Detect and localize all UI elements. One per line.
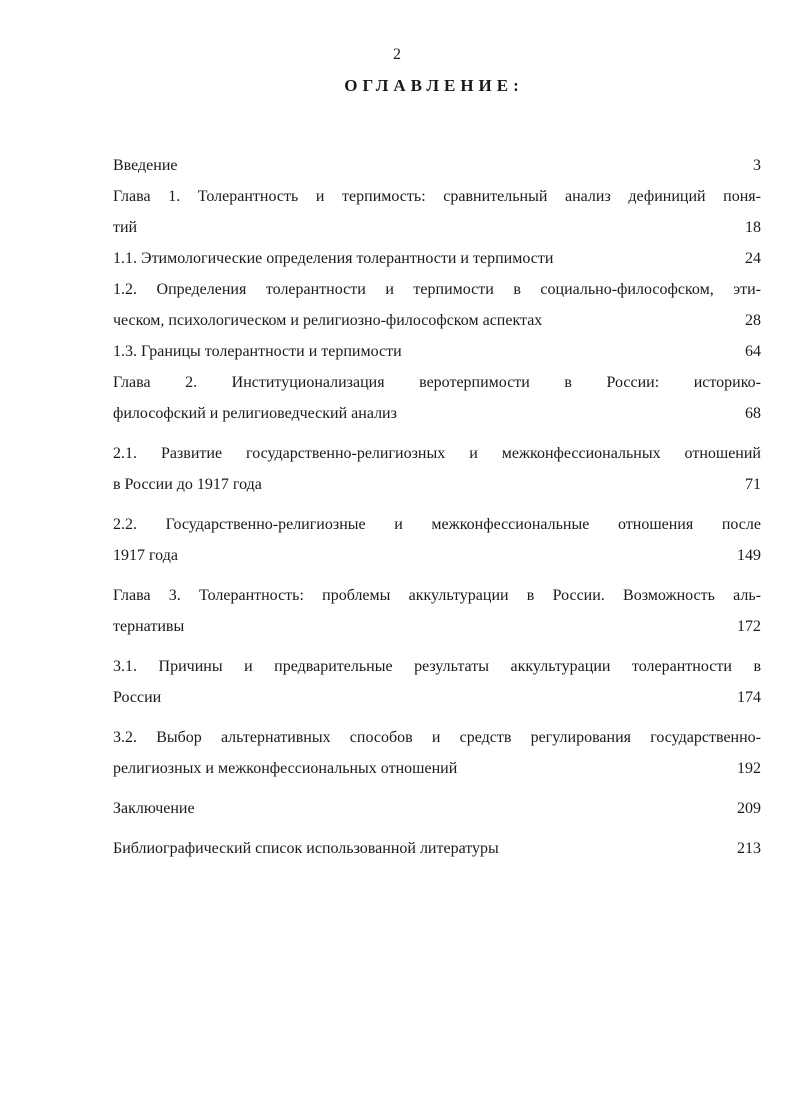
table-of-contents: [113, 150, 761, 864]
toc-entry-page: 172: [737, 618, 761, 635]
toc-entry-title: Введение: [113, 157, 178, 174]
toc-entry-title: Библиографический список использованной литературы: [113, 840, 499, 857]
toc-entry-3-1: [113, 651, 761, 713]
toc-entry-page: 71: [745, 476, 761, 493]
toc-entry-title-cont: 1917 года: [113, 547, 178, 564]
toc-entry-bibliography: [113, 833, 761, 864]
page-title: ОГЛАВЛЕНИЕ:: [344, 76, 524, 95]
toc-entry-page: 68: [745, 405, 761, 422]
toc-entry-intro: [113, 150, 761, 181]
toc-entry-page: 64: [745, 343, 761, 360]
toc-entry-2-1: [113, 438, 761, 500]
toc-entry-conclusion: [113, 793, 761, 824]
toc-entry-1-3: [113, 336, 761, 367]
toc-entry-title: Глава 1. Толерантность и терпимость: сравнительный анализ дефиниций поня-: [113, 188, 761, 205]
toc-entry-title: 2.2. Государственно-религиозные и межконфессиональные отношения после: [113, 516, 761, 533]
toc-entry-page: 149: [737, 547, 761, 564]
toc-entry-title-cont: философский и религиоведческий анализ: [113, 405, 397, 422]
toc-entry-title-cont: в России до 1917 года: [113, 476, 262, 493]
toc-entry-page: 174: [737, 689, 761, 706]
toc-entry-title: 2.1. Развитие государственно-религиозных и межконфессиональных отношений: [113, 445, 761, 462]
toc-entry-page: 209: [737, 800, 761, 817]
toc-entry-chapter-2: [113, 367, 761, 429]
toc-entry-page: 18: [745, 219, 761, 236]
toc-entry-page: 24: [745, 250, 761, 267]
toc-entry-chapter-3: [113, 580, 761, 642]
toc-entry-1-2: [113, 274, 761, 336]
toc-entry-title: 1.3. Границы толерантности и терпимости: [113, 343, 402, 360]
toc-entry-1-1: [113, 243, 761, 274]
toc-entry-3-2: [113, 722, 761, 784]
toc-entry-page: 192: [737, 760, 761, 777]
toc-entry-page: 3: [753, 157, 761, 174]
toc-entry-title: 3.2. Выбор альтернативных способов и средств регулирования государственно-: [113, 729, 761, 746]
toc-entry-title: 1.2. Определения толерантности и терпимости в социально-философском, эти-: [113, 281, 761, 298]
toc-entry-title-cont: религиозных и межконфессиональных отношений: [113, 760, 458, 777]
toc-entry-2-2: [113, 509, 761, 571]
toc-entry-title-cont: тий: [113, 219, 138, 236]
toc-entry-page: 213: [737, 840, 761, 857]
toc-entry-title: Заключение: [113, 800, 195, 817]
toc-entry-page: 28: [745, 312, 761, 329]
toc-entry-title: Глава 2. Институционализация веротерпимости в России: историко-: [113, 374, 761, 391]
toc-entry-chapter-1: [113, 181, 761, 243]
page-number: 2: [393, 46, 401, 63]
toc-entry-title: 3.1. Причины и предварительные результаты аккультурации толерантности в: [113, 658, 761, 675]
toc-entry-title-cont: тернативы: [113, 618, 185, 635]
toc-entry-title: Глава 3. Толерантность: проблемы аккультурации в России. Возможность аль-: [113, 587, 761, 604]
toc-entry-title: 1.1. Этимологические определения толерантности и терпимости: [113, 250, 554, 267]
toc-entry-title-cont: ческом, психологическом и религиозно-философском аспектах: [113, 312, 543, 329]
toc-entry-title-cont: России: [113, 689, 162, 706]
